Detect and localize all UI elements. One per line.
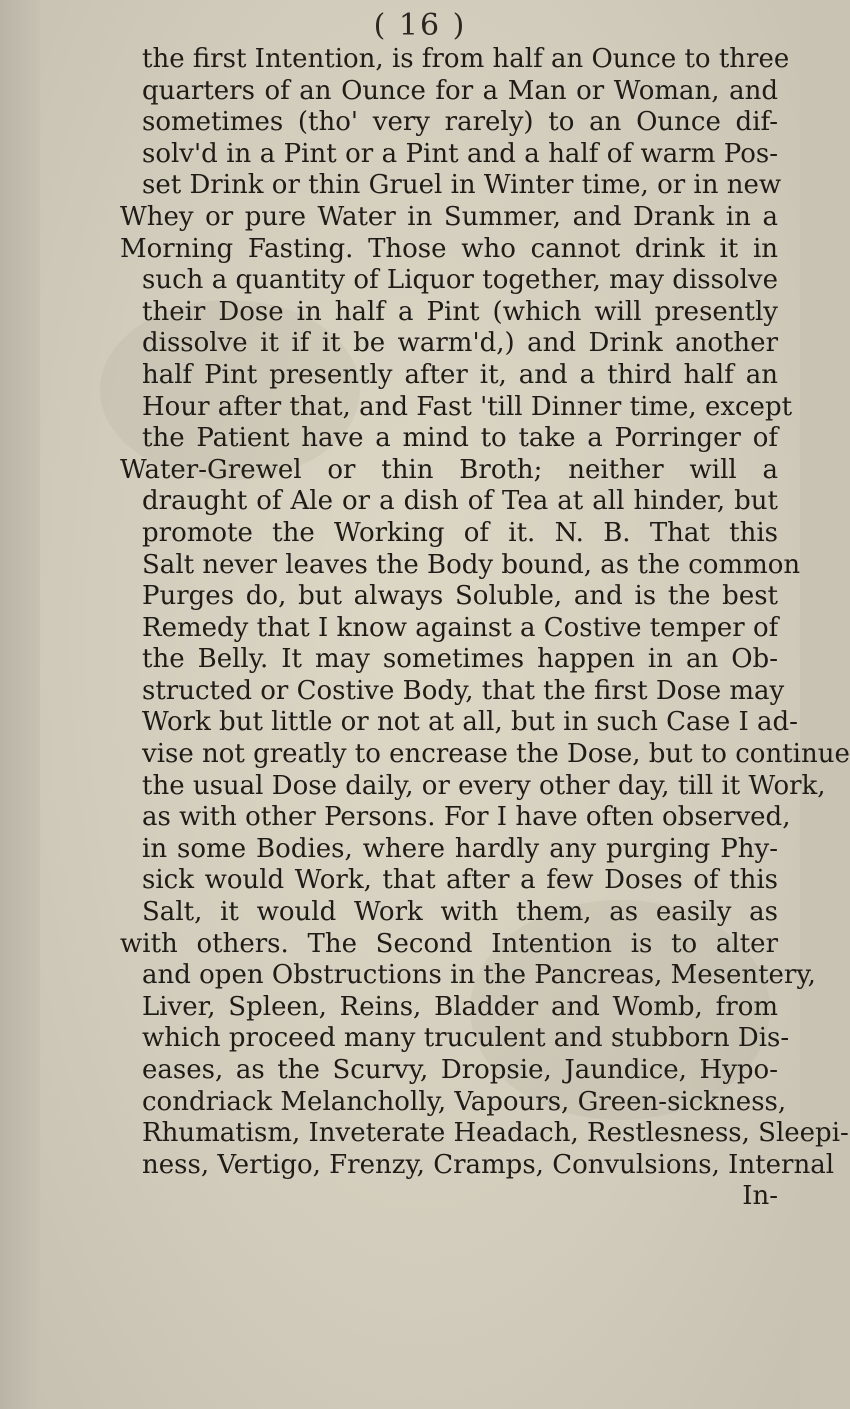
text-line: Water-Grewel or thin Broth; neither will a xyxy=(120,454,778,485)
text-line: Morning Fasting. Those who cannot drink it in xyxy=(120,233,778,264)
text-line: the Patient have a mind to take a Porringer of xyxy=(142,423,778,454)
text-line: Salt, it would Work with them, as easily as xyxy=(142,897,778,928)
catchword: In- xyxy=(742,1181,778,1212)
text-line: promote the Working of it. N. B. That this xyxy=(142,517,778,548)
text-line: dissolve it if it be warm'd,) and Drink another xyxy=(142,328,778,359)
body-text xyxy=(98,44,850,1213)
text-line: the Belly. It may sometimes happen in an Ob- xyxy=(142,644,778,675)
text-line: their Dose in half a Pint (which will presently xyxy=(142,296,778,327)
text-line: Hour after that, and Fast 'till Dinner time, except xyxy=(142,391,793,422)
page-number: ( 16 ) xyxy=(373,8,467,43)
text-line: quarters of an Ounce for a Man or Woman, and xyxy=(142,75,778,106)
text-line: Salt never leaves the Body bound, as the common xyxy=(142,549,801,580)
text-line: Purges do, but always Soluble, and is the best xyxy=(142,581,778,612)
text-line: vise not greatly to encrease the Dose, but to continue xyxy=(142,739,850,770)
text-line: Rhumatism, Inveterate Headach, Restlesness, Sleepi- xyxy=(142,1118,849,1149)
text-line: draught of Ale or a dish of Tea at all hinder, but xyxy=(142,486,778,517)
text-line: sick would Work, that after a few Doses of this xyxy=(142,865,778,896)
text-line: ness, Vertigo, Frenzy, Cramps, Convulsions, Internal xyxy=(142,1149,835,1180)
text-line: which proceed many truculent and stubborn Dis- xyxy=(142,1023,790,1054)
text-line: Liver, Spleen, Reins, Bladder and Womb, from xyxy=(142,991,778,1022)
text-line: the first Intention, is from half an Ounce to three xyxy=(142,44,790,74)
text-line: as with other Persons. For I have often observed, xyxy=(142,802,791,833)
text-line: Whey or pure Water in Summer, and Drank in a xyxy=(120,201,778,232)
book-page xyxy=(40,0,850,1409)
text-line: structed or Costive Body, that the first Dose may xyxy=(142,675,785,706)
text-line: Work but little or not at all, but in such Case I ad- xyxy=(142,707,798,738)
text-line: and open Obstructions in the Pancreas, Mesentery, xyxy=(142,960,816,991)
text-line: solv'd in a Pint or a Pint and a half of warm Pos- xyxy=(142,138,778,169)
text-line: eases, as the Scurvy, Dropsie, Jaundice, Hypo- xyxy=(142,1055,778,1085)
text-line: half Pint presently after it, and a third half an xyxy=(142,359,778,390)
text-line: in some Bodies, where hardly any purging Phy- xyxy=(142,833,778,864)
text-line: set Drink or thin Gruel in Winter time, or in new xyxy=(142,170,782,201)
text-line: with others. The Second Intention is to alter xyxy=(120,928,778,959)
text-line: such a quantity of Liquor together, may dissolve xyxy=(142,265,778,296)
text-line: Remedy that I know against a Costive temper of xyxy=(142,612,779,643)
text-line: the usual Dose daily, or every other day, till it Work, xyxy=(142,770,826,801)
text-line: sometimes (tho' very rarely) to an Ounce dif- xyxy=(142,107,778,138)
text-line: condriack Melancholly, Vapours, Green-sickness, xyxy=(142,1086,787,1117)
